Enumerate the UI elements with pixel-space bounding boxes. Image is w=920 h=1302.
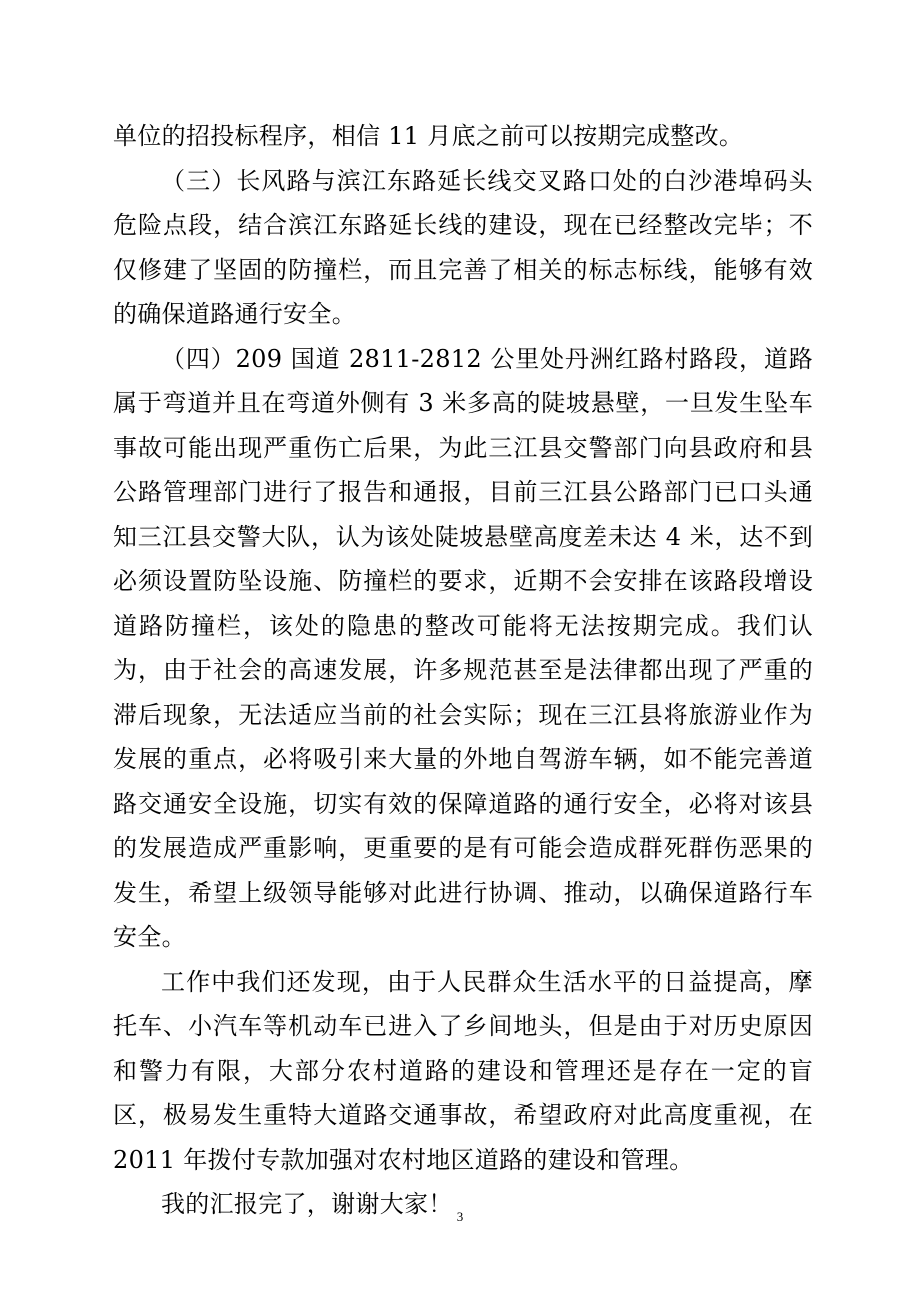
- page-number: 3: [456, 1209, 464, 1224]
- paragraph-continuation: 单位的招投标程序，相信 11 月底之前可以按期完成整改。: [113, 122, 744, 150]
- paragraph-closing: 我的汇报完了，谢谢大家！: [161, 1190, 453, 1218]
- paragraph-rural-roads: 工作中我们还发现，由于人民群众生活水平的日益提高，摩托车、小汽车等机动车已进入了乡间地头，但是由于对历史原因和警力有限，大部分农村道路的建设和管理还是存在一定的盲区，极易发生重特大道路交通事故，希望政府对此高度重视，在 2011 年拨付专款加强对农村地区道路的建设和管理。: [113, 967, 813, 1174]
- body-text: [113, 114, 813, 1227]
- paragraph-section-three: （三）长风路与滨江东路延长线交叉路口处的白沙港埠码头危险点段，结合滨江东路延长线的建设，现在已经整改完毕；不仅修建了坚固的防撞栏，而且完善了相关的标志标线，能够有效的确保道路通行安全。: [113, 166, 813, 328]
- paragraph-section-four: （四）209 国道 2811-2812 公里处丹洲红路村路段，道路属于弯道并且在弯道外侧有 3 米多高的陡坡悬壁，一旦发生坠车事故可能出现严重伤亡后果，为此三江县交警部门向县政府和县公路管理部门进行了报告和通报，目前三江县公路部门已口头通知三江县交警大队，认为该处陡坡悬壁高度差未达 4 米，达不到必须设置防坠设施、防撞栏的要求，近期不会安排在该路段增设道路防撞栏，该处的隐患的整改可能将无法按期完成。我们认为，由于社会的高速发展，许多规范甚至是法律都出现了严重的滞后现象，无法适应当前的社会实际；现在三江县将旅游业作为发展的重点，必将吸引来大量的外地自驾游车辆，如不能完善道路交通安全设施，切实有效的保障道路的通行安全，必将对该县的发展造成严重影响，更重要的是有可能会造成群死群伤恶果的发生，希望上级领导能够对此进行协调、推动，以确保道路行车安全。: [113, 344, 813, 951]
